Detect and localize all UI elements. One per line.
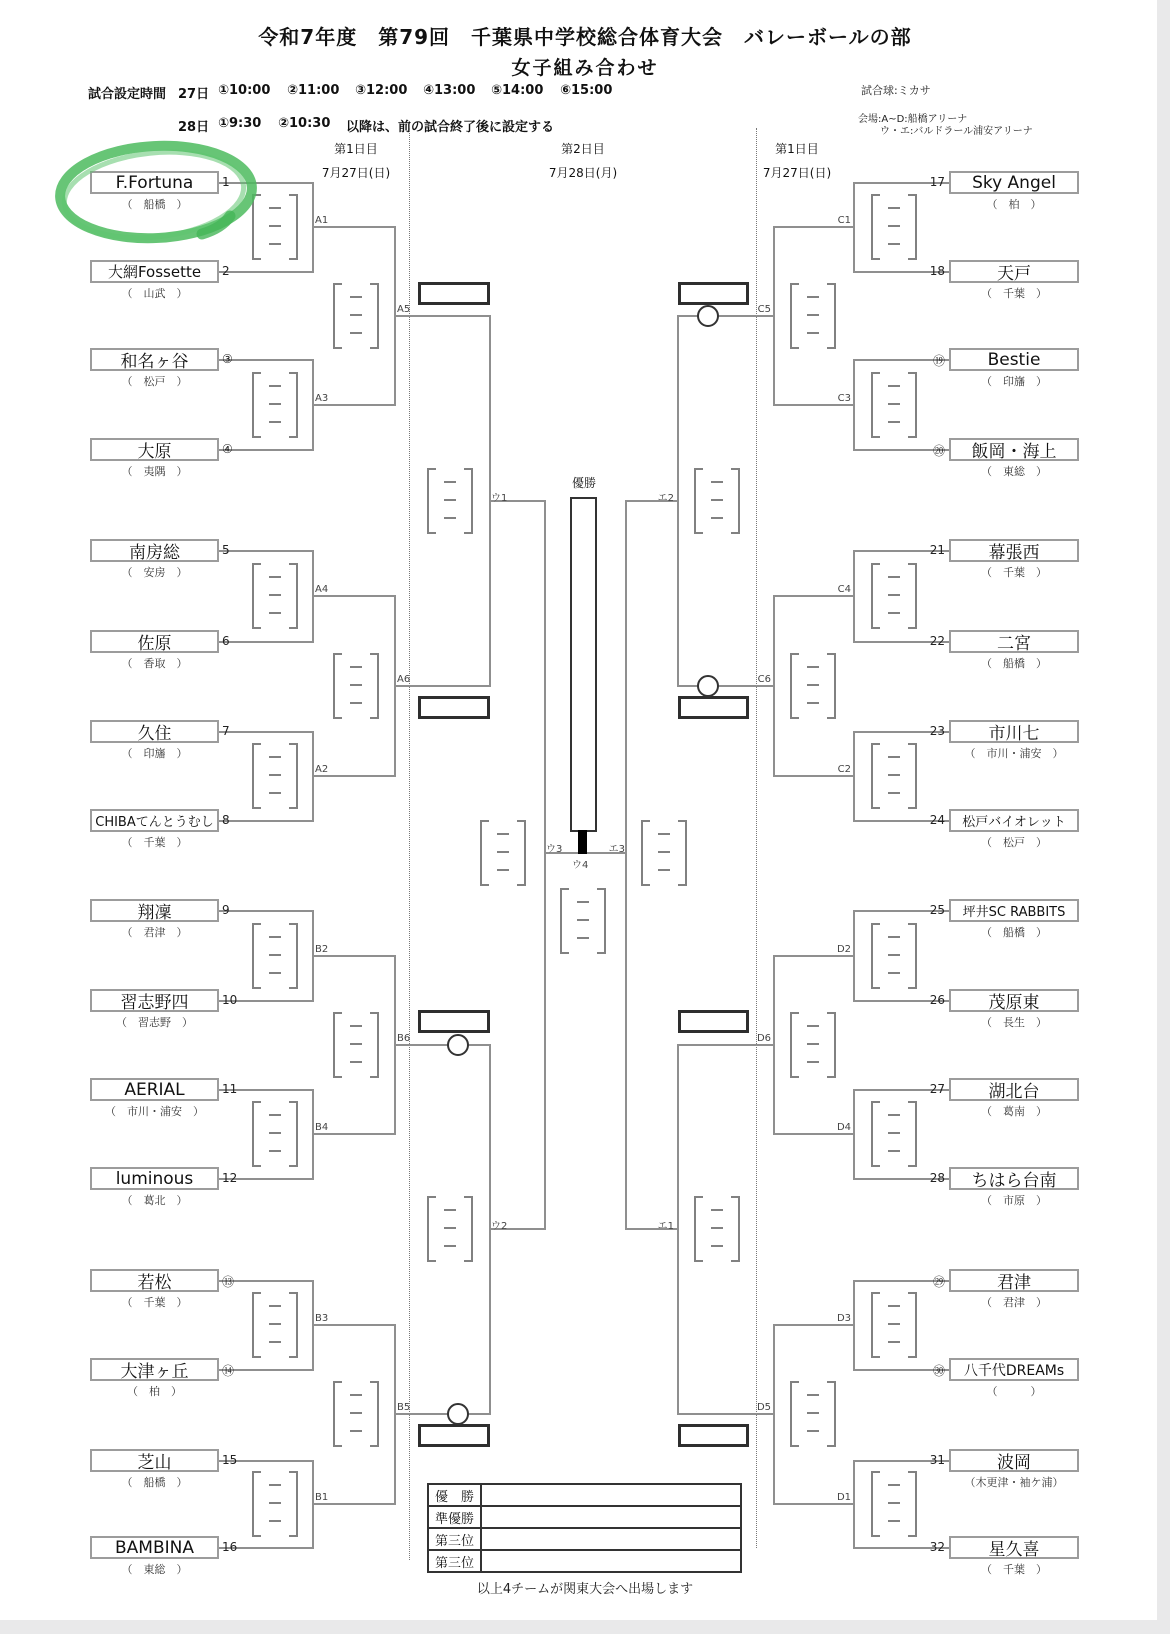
score-bracket bbox=[333, 283, 379, 349]
team-region: （ 市原 ） bbox=[981, 1194, 1047, 1207]
schedule-time: ②11:00 bbox=[287, 83, 340, 98]
team-name: 天戸 bbox=[997, 264, 1031, 283]
bracket-line bbox=[625, 500, 627, 1230]
team-name-box bbox=[949, 989, 1079, 1012]
score-bracket bbox=[252, 743, 298, 809]
team-seed: 28 bbox=[929, 1171, 945, 1185]
winner-name-box bbox=[678, 696, 749, 719]
winner-name-box bbox=[678, 282, 749, 305]
page-title: 令和7年度 第79回 千葉県中学校総合体育大会 バレーボールの部 bbox=[258, 25, 912, 49]
schedule-note: 以降は、前の試合終了後に設定する bbox=[346, 120, 555, 135]
team-name: F.Fortuna bbox=[115, 172, 194, 193]
match-label: B1 bbox=[315, 1492, 329, 1503]
team-name: 松戸バイオレット bbox=[962, 815, 1066, 830]
team-seed: 2 bbox=[222, 264, 230, 278]
match-label: A2 bbox=[315, 764, 329, 775]
team-name: 二宮 bbox=[997, 634, 1031, 653]
team-name: 湖北台 bbox=[988, 1082, 1040, 1101]
bracket-line bbox=[219, 449, 313, 451]
bracket-line bbox=[678, 1044, 775, 1046]
team-region: （ 松戸 ） bbox=[121, 375, 188, 388]
team-name: 翔凜 bbox=[137, 903, 172, 922]
score-bracket bbox=[871, 194, 917, 260]
score-bracket bbox=[871, 1292, 917, 1358]
bracket-line bbox=[395, 1044, 491, 1046]
team-name-box bbox=[949, 1358, 1079, 1381]
score-bracket bbox=[790, 653, 836, 719]
venue-line2: ウ・エ:バルドラール浦安アリーナ bbox=[880, 126, 1033, 137]
team-name-box bbox=[90, 630, 219, 653]
team-seed: 18 bbox=[929, 264, 945, 278]
team-seed: ㉙ bbox=[932, 1275, 945, 1289]
team-name-box bbox=[949, 438, 1079, 461]
team-region: （ 山武 ） bbox=[121, 287, 188, 300]
score-bracket bbox=[333, 1012, 379, 1078]
bracket-line bbox=[313, 1133, 396, 1135]
team-name: 大網Fossette bbox=[107, 263, 202, 281]
winner-name-box bbox=[678, 1010, 749, 1033]
team-region: （ 長生 ） bbox=[981, 1016, 1047, 1029]
team-name: 市川七 bbox=[988, 724, 1040, 743]
team-name: AERIAL bbox=[124, 1079, 185, 1100]
schedule-time: ④13:00 bbox=[423, 83, 476, 98]
bracket-line bbox=[678, 1413, 775, 1415]
team-name: Sky Angel bbox=[972, 172, 1056, 193]
team-name-box bbox=[90, 1536, 219, 1559]
day-date: 7月28日(月) bbox=[548, 166, 618, 180]
team-name-box bbox=[90, 899, 219, 922]
team-seed: 9 bbox=[222, 903, 230, 917]
match-label: ウ1 bbox=[491, 493, 508, 504]
team-name-box bbox=[949, 1078, 1079, 1101]
team-seed: 5 bbox=[222, 543, 230, 557]
match-label: D2 bbox=[836, 944, 851, 955]
schedule-day2-date: 28日 bbox=[178, 120, 210, 135]
team-region: （ 千葉 ） bbox=[121, 836, 188, 849]
team-name: 波岡 bbox=[997, 1453, 1031, 1472]
team-name-box bbox=[949, 809, 1079, 832]
score-bracket bbox=[252, 1292, 298, 1358]
bracket-line bbox=[219, 731, 313, 733]
team-seed: ③ bbox=[222, 352, 233, 366]
team-region: （ 船橋 ） bbox=[121, 1476, 188, 1489]
footer-note: 以上4チームが関東大会へ出場します bbox=[476, 1582, 694, 1597]
team-name: 茂原東 bbox=[988, 993, 1040, 1012]
page-subtitle: 女子組み合わせ bbox=[511, 57, 659, 79]
results-row-value bbox=[482, 1485, 740, 1507]
team-region: （ 船橋 ） bbox=[981, 926, 1047, 939]
day-header-left bbox=[306, 137, 406, 185]
match-label: B4 bbox=[315, 1122, 329, 1133]
match-label: B5 bbox=[397, 1402, 411, 1413]
bracket-line bbox=[313, 955, 396, 957]
venue-line1: 会場:A~D:船橋アリーナ bbox=[858, 114, 968, 125]
schedule-day1-date: 27日 bbox=[178, 87, 210, 102]
line-circle-mark bbox=[447, 1403, 469, 1425]
score-bracket bbox=[641, 820, 687, 886]
score-bracket bbox=[252, 923, 298, 989]
day-number: 第1日目 bbox=[334, 142, 378, 156]
team-name: 飯岡・海上 bbox=[971, 442, 1057, 461]
match-label: C1 bbox=[837, 215, 851, 226]
bracket-line bbox=[774, 1503, 855, 1505]
team-seed: 16 bbox=[222, 1540, 238, 1554]
team-region: （ 千葉 ） bbox=[981, 287, 1047, 300]
match-label: A3 bbox=[315, 393, 329, 404]
team-name: BAMBINA bbox=[115, 1537, 194, 1558]
team-region: （ 君津 ） bbox=[981, 1296, 1047, 1309]
team-seed: 32 bbox=[929, 1540, 945, 1554]
bracket-line bbox=[774, 1324, 855, 1326]
match-label: A5 bbox=[397, 304, 411, 315]
score-bracket bbox=[694, 1196, 740, 1262]
team-region: （ 東総 ） bbox=[981, 465, 1047, 478]
team-name-box bbox=[90, 260, 219, 283]
team-region: （ 東総 ） bbox=[121, 1563, 188, 1576]
team-seed: 22 bbox=[929, 634, 945, 648]
score-bracket bbox=[480, 820, 526, 886]
team-region: （ 柏 ） bbox=[986, 198, 1042, 211]
team-region: （ 葛北 ） bbox=[121, 1194, 188, 1207]
day-date: 7月27日(日) bbox=[321, 166, 391, 180]
bracket-line bbox=[219, 820, 313, 822]
team-name: 習志野四 bbox=[120, 993, 189, 1012]
day-number: 第2日目 bbox=[561, 142, 605, 156]
team-seed: ⑲ bbox=[932, 354, 945, 368]
team-name-box bbox=[949, 899, 1079, 922]
team-seed: 26 bbox=[929, 993, 945, 1007]
match-label: B2 bbox=[315, 944, 329, 955]
team-name-box bbox=[90, 348, 219, 371]
day-separator bbox=[756, 128, 757, 1548]
score-bracket bbox=[790, 1381, 836, 1447]
team-name-box bbox=[90, 438, 219, 461]
day-separator bbox=[409, 128, 410, 1560]
bracket-line bbox=[219, 359, 313, 361]
team-region: （ 君津 ） bbox=[121, 926, 188, 939]
bracket-line bbox=[313, 775, 396, 777]
page-edge bbox=[0, 1620, 1170, 1634]
team-name-box bbox=[949, 1449, 1079, 1472]
team-name-box bbox=[90, 989, 219, 1012]
match-label: D5 bbox=[756, 1402, 771, 1413]
team-seed: 1 bbox=[222, 175, 230, 189]
team-region: （ 印旛 ） bbox=[121, 747, 188, 760]
team-name-box bbox=[949, 630, 1079, 653]
winner-name-box bbox=[418, 282, 490, 305]
team-name-box bbox=[949, 348, 1079, 371]
team-region: （ 柏 ） bbox=[127, 1385, 182, 1398]
winner-name-box bbox=[678, 1424, 749, 1447]
score-bracket bbox=[333, 1381, 379, 1447]
team-name-box bbox=[949, 1167, 1079, 1190]
line-circle-mark bbox=[697, 675, 719, 697]
results-row-value bbox=[482, 1507, 740, 1529]
score-bracket bbox=[252, 372, 298, 438]
team-seed: 24 bbox=[929, 813, 945, 827]
match-label: C6 bbox=[757, 674, 771, 685]
results-row-value bbox=[482, 1551, 740, 1571]
score-bracket bbox=[252, 563, 298, 629]
final-connector bbox=[578, 830, 587, 854]
match-label: エ1 bbox=[657, 1221, 674, 1232]
team-name-box bbox=[949, 171, 1079, 194]
team-seed: ④ bbox=[222, 442, 233, 456]
team-region: （ 千葉 ） bbox=[121, 1296, 188, 1309]
team-region: （ 香取 ） bbox=[121, 657, 188, 670]
team-seed: 23 bbox=[929, 724, 945, 738]
team-name: 佐原 bbox=[137, 634, 172, 653]
winner-name-box bbox=[418, 1010, 490, 1033]
team-name-box bbox=[949, 1269, 1079, 1292]
match-label: A1 bbox=[315, 215, 329, 226]
bracket-line bbox=[313, 1503, 396, 1505]
team-seed: 6 bbox=[222, 634, 230, 648]
bracket-line bbox=[544, 500, 546, 1230]
match-label: D6 bbox=[756, 1033, 771, 1044]
score-bracket bbox=[871, 743, 917, 809]
match-label: C2 bbox=[837, 764, 851, 775]
score-bracket bbox=[790, 1012, 836, 1078]
bracket-line bbox=[219, 641, 313, 643]
results-row-value bbox=[482, 1529, 740, 1551]
bracket-line bbox=[678, 315, 775, 317]
team-name: 久住 bbox=[137, 724, 172, 743]
match-label: ウ3 bbox=[546, 844, 563, 855]
match-label: ウ4 bbox=[572, 860, 589, 871]
schedule-time: ⑥15:00 bbox=[560, 83, 613, 98]
bracket-line bbox=[774, 595, 855, 597]
team-seed: 8 bbox=[222, 813, 230, 827]
match-label: D4 bbox=[836, 1122, 851, 1133]
team-name-box bbox=[949, 720, 1079, 743]
team-seed: ⑭ bbox=[222, 1364, 235, 1378]
bracket-line bbox=[219, 550, 313, 552]
schedule-label: 試合設定時間 bbox=[88, 87, 167, 102]
bracket-line bbox=[219, 271, 313, 273]
team-region: （木更津・袖ケ浦） bbox=[964, 1476, 1064, 1489]
team-seed: ⑳ bbox=[932, 444, 945, 458]
page-edge bbox=[1157, 0, 1170, 1634]
match-label: B3 bbox=[315, 1313, 329, 1324]
team-name-box bbox=[90, 809, 219, 832]
score-bracket bbox=[694, 468, 740, 534]
bracket-line bbox=[774, 404, 855, 406]
team-name: 芝山 bbox=[137, 1453, 172, 1472]
match-ball: 試合球:ミカサ bbox=[861, 84, 931, 97]
score-bracket bbox=[427, 468, 473, 534]
team-name-box bbox=[90, 539, 219, 562]
results-row-label: 第三位 bbox=[429, 1551, 482, 1571]
score-bracket bbox=[790, 283, 836, 349]
results-row-label: 優 勝 bbox=[429, 1485, 482, 1507]
team-region: （ 船橋 ） bbox=[121, 198, 188, 211]
team-name: 大原 bbox=[137, 442, 172, 461]
team-seed: 15 bbox=[222, 1453, 238, 1467]
team-name: 和名ヶ谷 bbox=[120, 352, 189, 371]
team-region: （ 夷隅 ） bbox=[121, 465, 188, 478]
day-date: 7月27日(日) bbox=[762, 166, 832, 180]
score-bracket bbox=[871, 923, 917, 989]
team-seed: 11 bbox=[222, 1082, 238, 1096]
bracket-line bbox=[678, 685, 775, 687]
team-name-box bbox=[90, 720, 219, 743]
bracket-line bbox=[774, 955, 855, 957]
team-name-box bbox=[90, 1358, 219, 1381]
bracket-line bbox=[395, 685, 491, 687]
winner-name-box bbox=[418, 696, 490, 719]
team-name: 坪井SC RABBITS bbox=[962, 905, 1066, 920]
team-region: （ 千葉 ） bbox=[981, 566, 1047, 579]
marker-ellipse-icon bbox=[52, 138, 264, 254]
team-name-box bbox=[949, 260, 1079, 283]
score-bracket bbox=[871, 372, 917, 438]
match-label: C5 bbox=[757, 304, 771, 315]
team-name: ちはら台南 bbox=[971, 1171, 1057, 1190]
bracket-line bbox=[774, 775, 855, 777]
team-name: 若松 bbox=[137, 1273, 172, 1292]
results-row-label: 第三位 bbox=[429, 1529, 482, 1551]
match-label: ウ2 bbox=[491, 1221, 508, 1232]
match-label: エ3 bbox=[608, 844, 625, 855]
score-bracket bbox=[427, 1196, 473, 1262]
score-bracket bbox=[252, 1471, 298, 1537]
score-bracket bbox=[252, 1101, 298, 1167]
schedule-time: ①9:30 bbox=[218, 116, 262, 131]
team-seed: 17 bbox=[929, 175, 945, 189]
team-name: 君津 bbox=[997, 1273, 1031, 1292]
team-region: （ 市川・浦安 ） bbox=[105, 1105, 204, 1118]
day-header-center bbox=[533, 137, 633, 185]
team-region: （ 印旛 ） bbox=[981, 375, 1047, 388]
team-name-box bbox=[90, 1078, 219, 1101]
team-name-box bbox=[90, 1167, 219, 1190]
bracket-line bbox=[313, 404, 396, 406]
winner-name-box bbox=[418, 1424, 490, 1447]
day-header-right bbox=[747, 137, 847, 185]
schedule-time: ⑤14:00 bbox=[491, 83, 544, 98]
team-name: luminous bbox=[115, 1168, 194, 1189]
team-name-box bbox=[90, 1449, 219, 1472]
line-circle-mark bbox=[697, 305, 719, 327]
team-region: （ 市川・浦安 ） bbox=[964, 747, 1064, 760]
team-name: Bestie bbox=[987, 349, 1041, 370]
line-circle-mark bbox=[447, 1034, 469, 1056]
score-bracket bbox=[333, 653, 379, 719]
team-seed: ⑬ bbox=[222, 1275, 235, 1289]
score-bracket bbox=[871, 1101, 917, 1167]
score-bracket bbox=[560, 888, 606, 954]
team-seed: 12 bbox=[222, 1171, 238, 1185]
team-seed: 25 bbox=[929, 903, 945, 917]
match-label: A6 bbox=[397, 674, 411, 685]
results-row-label: 準優勝 bbox=[429, 1507, 482, 1529]
bracket-line bbox=[313, 1324, 396, 1326]
team-region: （ 船橋 ） bbox=[981, 657, 1047, 670]
schedule-time: ③12:00 bbox=[355, 83, 408, 98]
results-table bbox=[427, 1483, 742, 1573]
bracket-line bbox=[774, 1133, 855, 1135]
match-label: C3 bbox=[837, 393, 851, 404]
team-seed: 27 bbox=[929, 1082, 945, 1096]
schedule-time: ①10:00 bbox=[218, 83, 271, 98]
team-region: （ 松戸 ） bbox=[981, 836, 1047, 849]
team-name: 幕張西 bbox=[988, 543, 1040, 562]
team-name: 八千代DREAMs bbox=[963, 1362, 1065, 1379]
highlight-annotation bbox=[52, 138, 264, 258]
team-seed: 7 bbox=[222, 724, 230, 738]
team-name-box bbox=[949, 539, 1079, 562]
team-seed: 31 bbox=[929, 1453, 945, 1467]
match-label: A4 bbox=[315, 584, 329, 595]
match-label: D1 bbox=[836, 1492, 851, 1503]
team-seed: 21 bbox=[929, 543, 945, 557]
team-name: 星久喜 bbox=[988, 1540, 1040, 1559]
team-name: CHIBAてんとうむし bbox=[95, 815, 214, 830]
team-region: （ 習志野 ） bbox=[116, 1016, 193, 1029]
bracket-line bbox=[395, 1413, 491, 1415]
bracket-line bbox=[313, 595, 396, 597]
champion-label: 優勝 bbox=[571, 476, 596, 490]
team-region: （ 安房 ） bbox=[121, 566, 188, 579]
day-number: 第1日目 bbox=[775, 142, 819, 156]
team-name: 南房総 bbox=[129, 543, 180, 562]
bracket-line bbox=[313, 226, 396, 228]
team-region: （ ） bbox=[986, 1385, 1042, 1398]
bracket-line bbox=[219, 910, 313, 912]
score-bracket bbox=[871, 563, 917, 629]
bracket-line bbox=[395, 315, 491, 317]
team-region: （ 千葉 ） bbox=[981, 1563, 1047, 1576]
match-label: C4 bbox=[837, 584, 851, 595]
score-bracket bbox=[871, 1471, 917, 1537]
team-name-box bbox=[90, 1269, 219, 1292]
team-name-box bbox=[949, 1536, 1079, 1559]
schedule-time: ②10:30 bbox=[278, 116, 331, 131]
team-seed: ㉚ bbox=[932, 1364, 945, 1378]
match-label: D3 bbox=[836, 1313, 851, 1324]
match-label: エ2 bbox=[657, 493, 674, 504]
team-region: （ 葛南 ） bbox=[981, 1105, 1047, 1118]
match-label: B6 bbox=[397, 1033, 411, 1044]
champion-name-box bbox=[570, 497, 597, 832]
team-name: 大津ヶ丘 bbox=[120, 1362, 189, 1381]
team-seed: 10 bbox=[222, 993, 238, 1007]
bracket-line bbox=[774, 226, 855, 228]
